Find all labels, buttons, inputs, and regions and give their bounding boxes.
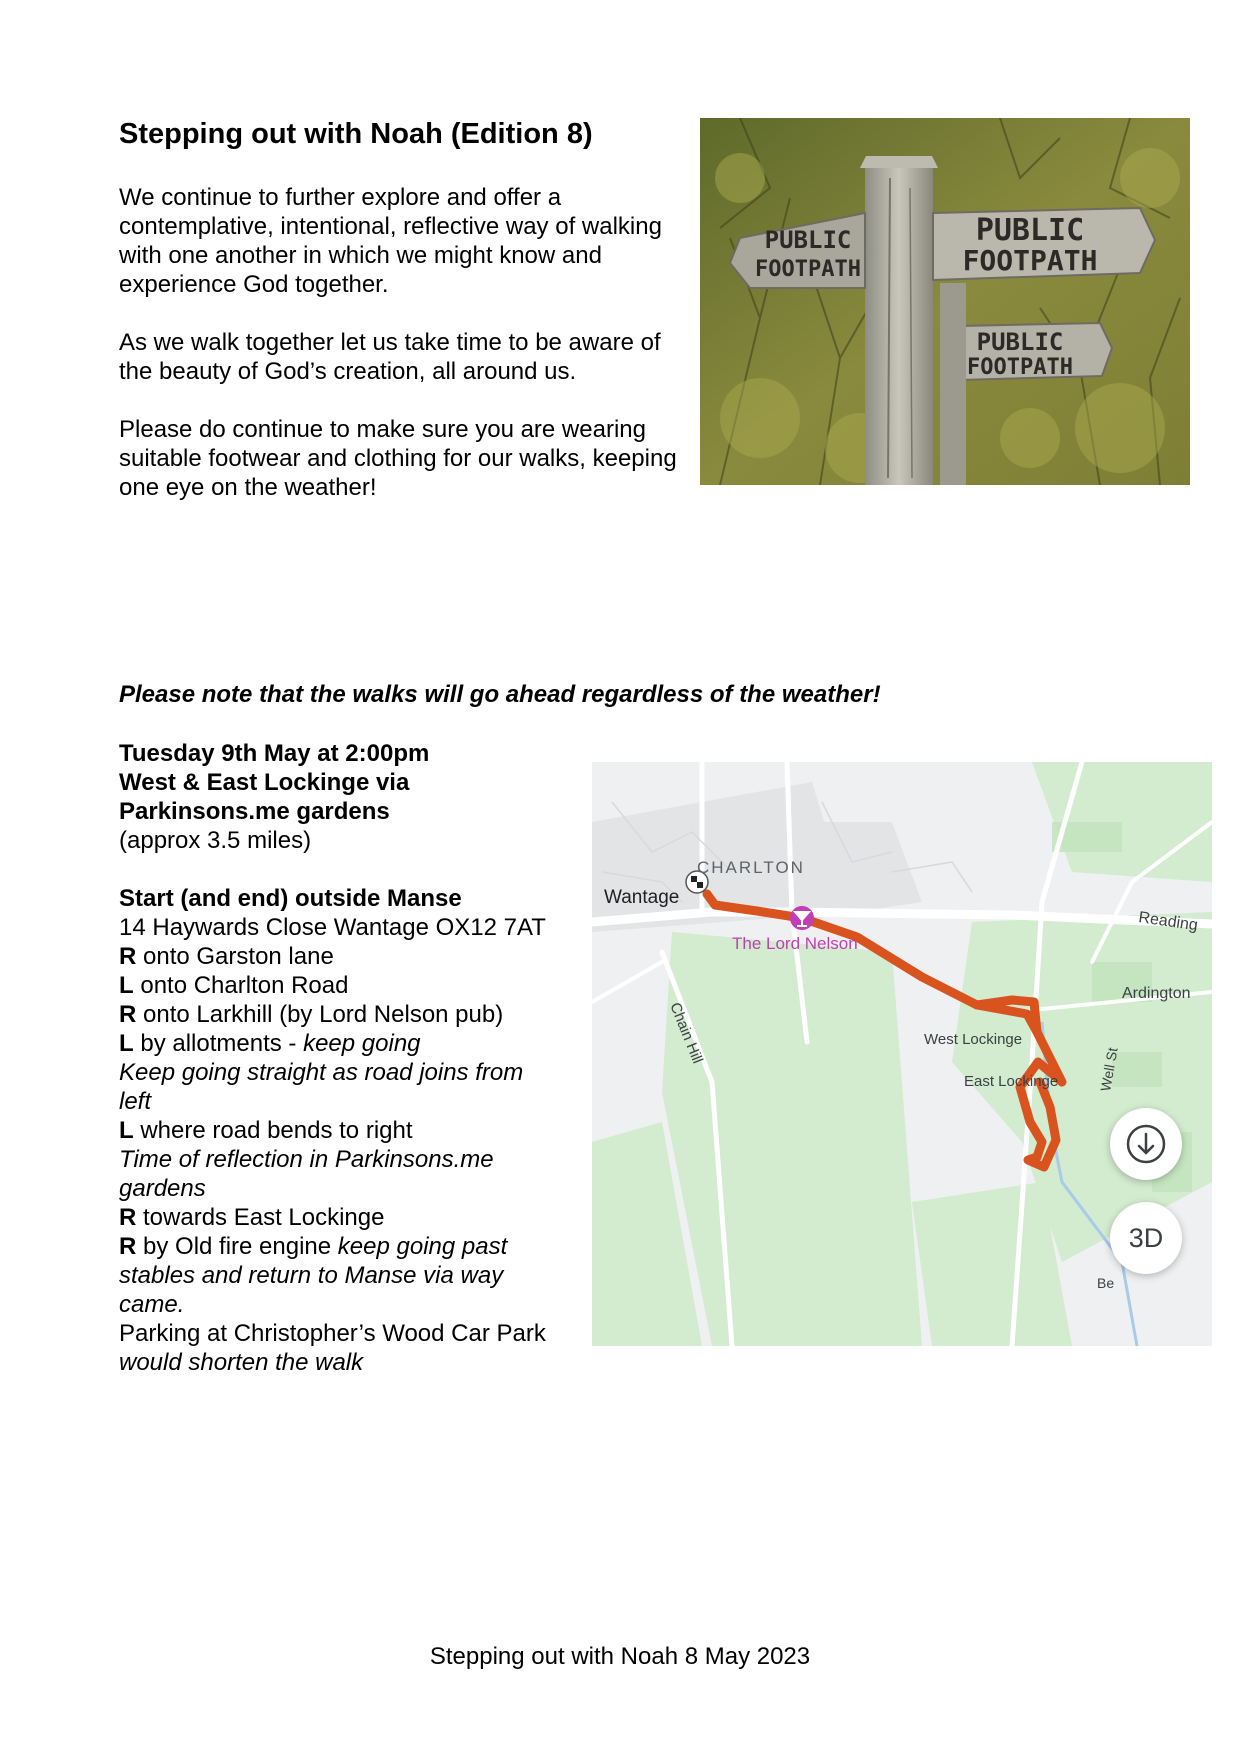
map-label-east-lockinge: East Lockinge <box>964 1073 1059 1090</box>
direction-text: by Old fire engine <box>136 1233 338 1260</box>
map-label-chain-hill: Chain Hill <box>666 1000 707 1067</box>
walk-date: Tuesday 9th May at 2:00pm <box>119 740 430 767</box>
page-title: Stepping out with Noah (Edition 8) <box>119 118 593 150</box>
parking-note: would shorten the walk <box>119 1349 364 1376</box>
direction-step <box>119 1203 589 1232</box>
map-label-lord-nelson: The Lord Nelson <box>732 934 858 953</box>
map-label-well-st: Well St <box>1097 1046 1121 1093</box>
intro-paragraph: As we walk together let us take time to be aware of the beauty of God’s creation, all around us. <box>119 329 661 385</box>
sign-right-text-1: PUBLIC <box>975 213 1085 248</box>
direction-step <box>119 1000 589 1029</box>
map-label-wantage: Wantage <box>604 887 680 908</box>
page-footer: Stepping out with Noah 8 May 2023 <box>429 1643 811 1670</box>
footpath-sign-photo <box>700 118 1190 485</box>
parking-info: Parking at Christopher’s Wood Car Park <box>119 1320 546 1347</box>
direction-text: by allotments - <box>133 1030 304 1057</box>
3d-view-button[interactable]: 3D <box>1110 1202 1182 1274</box>
walk-details <box>119 739 589 1377</box>
map-label-ardington: Ardington <box>1122 985 1191 1002</box>
direction-text: towards East Lockinge <box>136 1204 385 1231</box>
walk-route-title: West & East Lockinge via <box>119 769 410 796</box>
direction-key: L <box>119 1117 134 1144</box>
direction-text: onto Larkhill (by Lord Nelson pub) <box>136 1001 504 1028</box>
intro-paragraph: We continue to further explore and offer a contemplative, intentional, reflective way of walking with one another in which we might know and experience God together. <box>119 184 662 298</box>
direction-step <box>119 942 589 971</box>
map-label-partial: Be <box>1097 1275 1115 1291</box>
start-address: 14 Haywards Close Wantage OX12 7AT <box>119 914 546 941</box>
direction-key: R <box>119 1233 137 1260</box>
sign-lower-text-2: FOOTPATH <box>967 355 1073 380</box>
direction-note: keep going <box>303 1030 421 1057</box>
direction-note: stables and return to Manse via way <box>119 1262 504 1289</box>
route-map <box>592 762 1212 1346</box>
map-label-charlton: CHARLTON <box>697 858 805 877</box>
direction-note: came. <box>119 1291 185 1318</box>
direction-note: left <box>119 1088 152 1115</box>
direction-note: keep going past <box>337 1233 508 1260</box>
direction-note: Time of reflection in Parkinsons.me <box>119 1146 494 1173</box>
download-arrow-icon <box>1124 1122 1168 1166</box>
direction-step <box>119 1232 589 1261</box>
direction-key: R <box>119 1204 137 1231</box>
download-button[interactable] <box>1110 1108 1182 1180</box>
start-label: Start (and end) outside Manse <box>119 885 462 912</box>
direction-key: L <box>119 1030 134 1057</box>
intro-section <box>119 183 689 531</box>
direction-note: gardens <box>119 1175 206 1202</box>
direction-text: where road bends to right <box>133 1117 413 1144</box>
walk-route-title: Parkinsons.me gardens <box>119 798 390 825</box>
walk-distance: (approx 3.5 miles) <box>119 827 312 854</box>
map-label-west-lockinge: West Lockinge <box>924 1031 1023 1048</box>
weather-note: Please note that the walks will go ahead regardless of the weather! <box>119 681 881 708</box>
pub-marker-icon <box>790 906 814 930</box>
footpath-sign-illustration <box>700 118 1190 485</box>
direction-key: R <box>119 1001 137 1028</box>
direction-text: onto Charlton Road <box>133 972 349 999</box>
sign-left-text-2: FOOTPATH <box>755 257 861 282</box>
direction-key: R <box>119 943 137 970</box>
sign-right-text-2: FOOTPATH <box>962 244 1098 277</box>
direction-key: L <box>119 972 134 999</box>
intro-paragraph: Please do continue to make sure you are wearing suitable footwear and clothing for our walks, keeping one eye on the weather! <box>119 416 677 501</box>
map-label-reading: Reading <box>1137 909 1199 935</box>
spacer <box>119 855 589 884</box>
sign-left-text-1: PUBLIC <box>764 226 852 254</box>
direction-step <box>119 971 589 1000</box>
direction-step <box>119 1116 589 1145</box>
direction-step <box>119 1029 589 1058</box>
direction-text: onto Garston lane <box>136 943 334 970</box>
direction-note: Keep going straight as road joins from <box>119 1059 524 1086</box>
sign-lower-text-1: PUBLIC <box>976 328 1064 356</box>
